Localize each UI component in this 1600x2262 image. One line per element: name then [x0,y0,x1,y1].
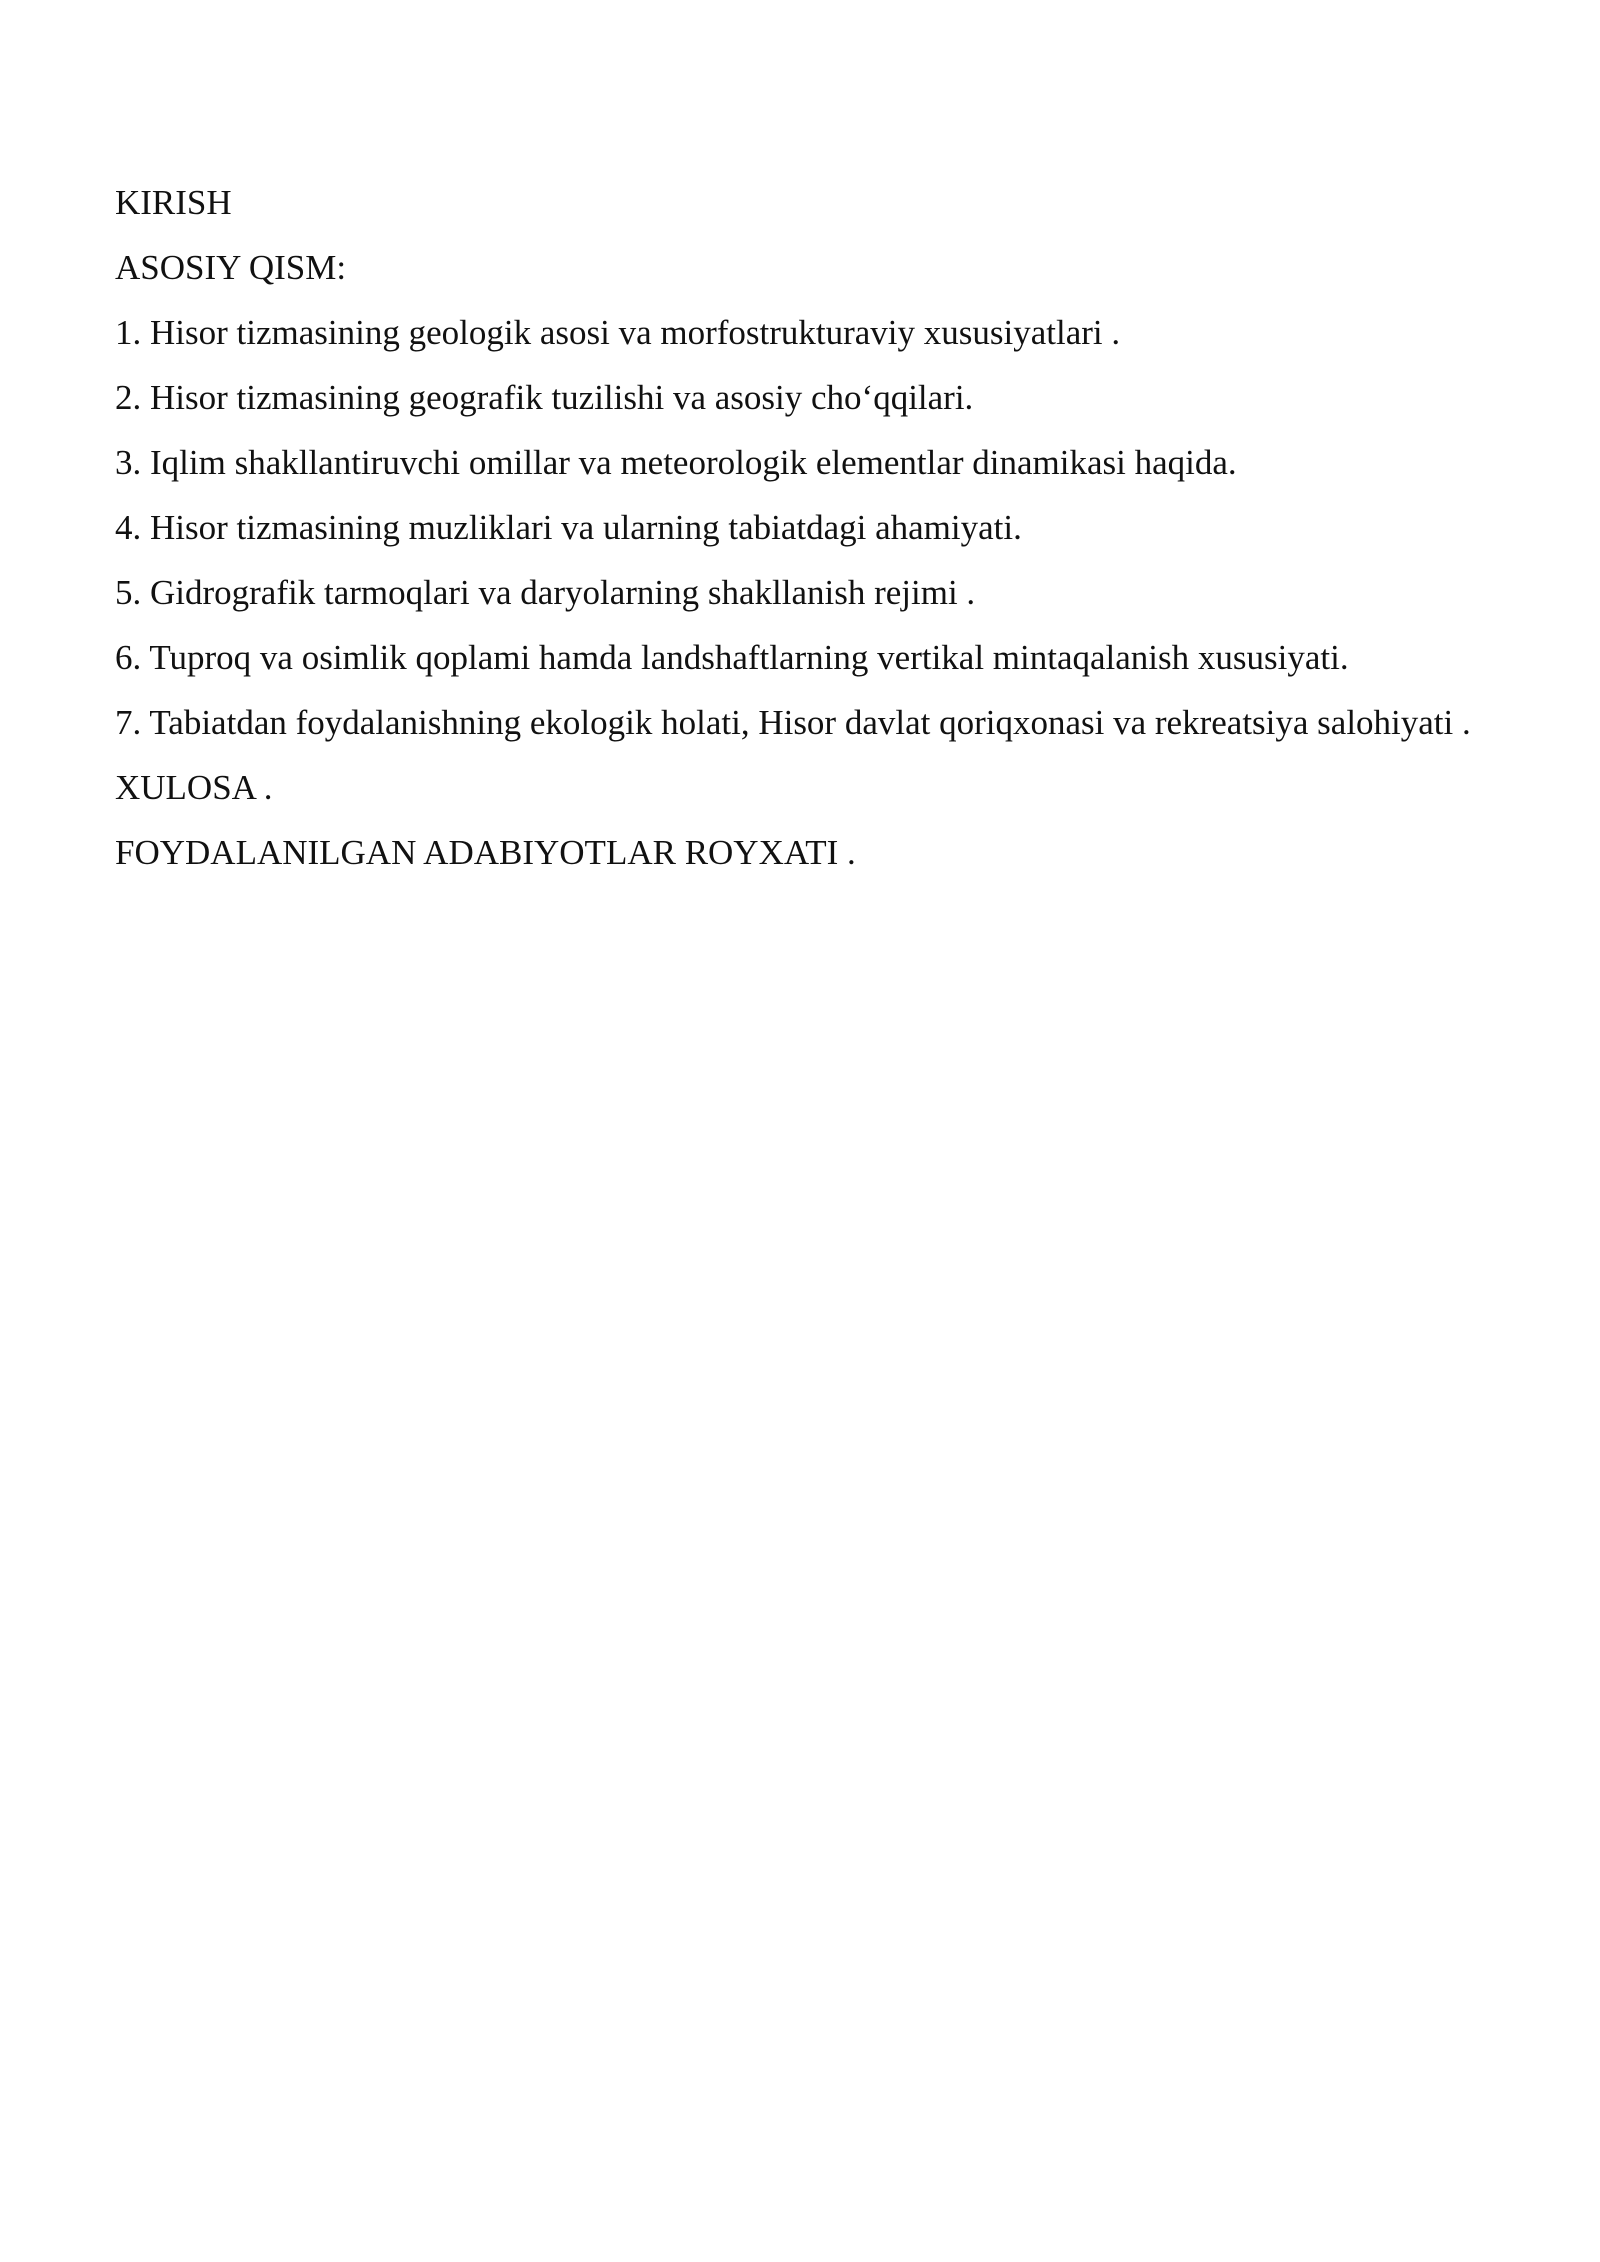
toc-item-5: 5. Gidrografik tarmoqlari va daryolarning shakllanish rejimi . [115,573,976,612]
toc-item-2: 2. Hisor tizmasining geografik tuzilishi va asosiy cho‘qqilari. [115,378,974,417]
main-part-heading: ASOSIY QISM: [115,248,347,287]
references-heading: FOYDALANILGAN ADABIYOTLAR ROYXATI . [115,833,856,872]
intro-heading: KIRISH [115,183,232,222]
toc-item-7: 7. Tabiatdan foydalanishning ekologik holati, Hisor davlat qoriqxonasi va rekreatsiya salohiyati . [115,703,1471,742]
conclusion-heading: XULOSA . [115,768,273,807]
toc-item-3: 3. Iqlim shakllantiruvchi omillar va meteorologik elementlar dinamikasi haqida. [115,443,1237,482]
toc-item-6: 6. Tuproq va osimlik qoplami hamda landshaftlarning vertikal mintaqalanish xususiyati. [115,638,1349,677]
toc-item-4: 4. Hisor tizmasining muzliklari va ularning tabiatdagi ahamiyati. [115,508,1022,547]
toc-item-1: 1. Hisor tizmasining geologik asosi va morfostrukturaviy xususiyatlari . [115,313,1121,352]
table-of-contents [115,170,1485,885]
